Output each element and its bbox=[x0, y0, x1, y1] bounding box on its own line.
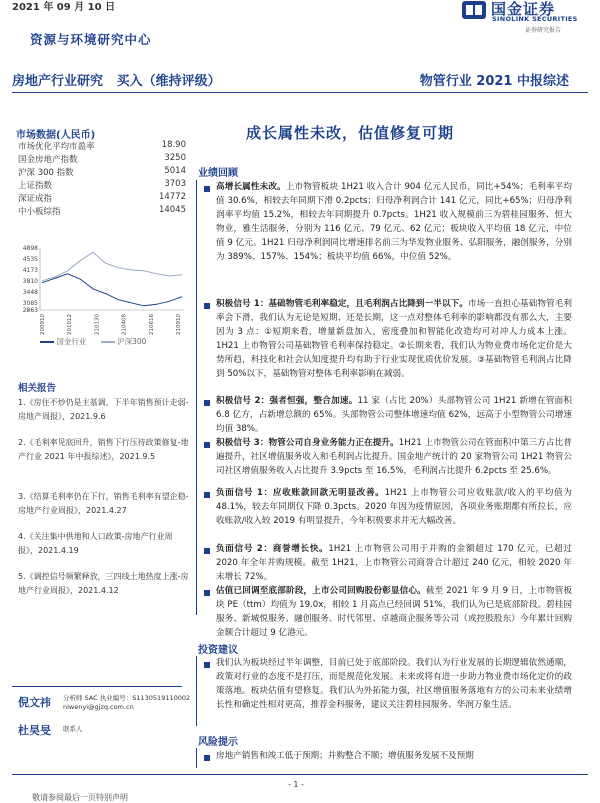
section-rule-investment bbox=[196, 656, 197, 726]
paragraph-positive-3: 积极信号 3：物管公司自身业务能力正在提升。1H21 上市物管公司在管面积中第三方占比普遍提升，社区增值服务收入和毛利润占比提升。国金地产统计的 20 家物管公司 1H21 物管公司社区增值服务收入占比提升 3.9pcts 至 16.5%，毛利润占比提升 6.2pcts 至 25.6%。 bbox=[216, 438, 572, 476]
report-date: 2021 年 09 月 10 日 bbox=[12, 2, 116, 13]
logo-name-en: SINOLINK SECURITIES bbox=[492, 15, 578, 23]
contact-name: 杜昊旻 bbox=[18, 724, 51, 737]
chart-legend bbox=[40, 336, 146, 347]
analyst-sac-id: 分析师 SAC 执业编号：S1130519110002 bbox=[63, 694, 191, 702]
header-divider bbox=[12, 92, 588, 93]
section-rule-risk bbox=[196, 748, 197, 768]
market-data-row: 中小板综指 14045 bbox=[18, 205, 186, 217]
related-report-item[interactable]: 1.《房住不炒仍是主基调，下半年销售预计走弱-房地产周报》，2021.9.6 bbox=[18, 398, 189, 421]
related-report-item[interactable]: 3.《结算毛利率仍在下行，销售毛利率有望企稳-房地产行业周报》，2021.4.27 bbox=[18, 492, 189, 515]
market-data-row: 国金房地产指数 3250 bbox=[18, 153, 186, 165]
footer-divider bbox=[12, 774, 588, 775]
bullet-icon bbox=[204, 400, 210, 406]
section-heading-risk: 风险提示 bbox=[198, 737, 238, 748]
report-subject: 物管行业 2021 中报综述 bbox=[419, 74, 569, 89]
index-trend-chart bbox=[14, 240, 190, 336]
paragraph-valuation: 估值已回调至底部阶段，上市公司回购股份彰显信心。截至 2021 年 9 月 9 日，上市物管板块 PE（ttm）均值为 19.0x，相较 1 月高点已经回调 51%，我们认为已是底部阶段。碧桂园服务、新城悦服务、融创服务、时代邻里、卓越商企服务等公司（或控股股东）今年累计回购金额合计超过 9 亿港元。 bbox=[216, 586, 572, 638]
analyst-divider bbox=[12, 686, 182, 687]
bullet-icon bbox=[204, 442, 210, 448]
bullet-icon bbox=[204, 303, 210, 309]
analyst-name: 倪文祎 bbox=[18, 696, 51, 709]
bullet-icon bbox=[204, 590, 210, 596]
related-report-item[interactable]: 2.《毛利率见底回升，销售下行压待政策修复-地产行业 2021 年中报综述》，2021.9.5 bbox=[18, 438, 189, 461]
report-type-rating bbox=[12, 70, 221, 89]
related-report-item[interactable]: 4.《关注集中供地和人口政策-房地产行业周报》，2021.4.19 bbox=[18, 532, 173, 555]
legend-label-hs300: 沪深300 bbox=[117, 337, 147, 346]
section-rule-review bbox=[196, 180, 197, 615]
y-tick-label: 4535 bbox=[22, 256, 38, 264]
paragraph-negative-2: 负面信号 2：商誉增长快。1H21 上市物管公司用于并购的金额超过 170 亿元，已超过 2020 年全年并购规模。截至 1H21，上市物管公司商誉合计超过 240 亿元，相较 2020 年末增长 72%。 bbox=[216, 544, 572, 582]
section-heading-investment: 投资建议 bbox=[198, 645, 238, 656]
legend-swatch-hs300 bbox=[101, 341, 115, 343]
market-data-row: 沪深 300 指数 5014 bbox=[18, 166, 186, 178]
market-data-row: 上证指数 3703 bbox=[18, 179, 186, 191]
bullet-icon bbox=[204, 548, 210, 554]
y-tick-label: 3085 bbox=[22, 300, 38, 308]
section-heading-review: 业绩回顾 bbox=[198, 168, 238, 179]
contact-label: 联系人 bbox=[63, 725, 83, 733]
paragraph-growth: 高增长属性未改。上市物管板块 1H21 收入合计 904 亿元人民币，同比+54%；毛利率平均值 30.6%，相较去年同期下滑 0.2pcts；归母净利润合计 141 亿元，同比+65%；归母净利润率平均值 15.2%，相较去年同期提升 0.7pcts。1H21 收入规模前三为碧桂园服务、恒大物业，雅生活服务，分别为 116 亿元、79 亿元、62 亿元；板块收入平均值 18 亿元，中位值 9 亿元。1H21 归母净利润同比增速排名前三为华发物业服务、弘阳服务，融创服务，分别为 389%、157%、154%；板块平均值 66%，中位值 52%。 bbox=[216, 182, 572, 262]
market-data-row: 市场优化平均市盈率 18.90 bbox=[18, 140, 186, 152]
page-number: - 1 - bbox=[288, 780, 304, 789]
x-tick-label: 201012 bbox=[67, 314, 74, 335]
x-tick-label: 200910 bbox=[40, 314, 46, 335]
rating: 买入（维持评级） bbox=[116, 74, 221, 89]
paragraph-positive-1: 积极信号 1：基础物管毛利率稳定，且毛利润占比降到一半以下。市场一直担心基础物管毛利率会下滑，我们认为无论是短期、还是长期，这一点对整体毛利率的影响都没有那么大，主要因为 3 点：①短期来看，增量新盘加入，密度叠加和智能化改造均可对冲人力成本上涨。1H21 上市物管公司基础物管毛利率保持稳定。②长期来看，我们认为物业费市场化定价是大势所趋，科技化和社会认知度提升均有助于行业实现优质优价发展。③基础物管毛利润占比降到 50%以下，基础物管对整体毛利率影响在减弱。 bbox=[216, 299, 572, 379]
sinolink-logo-icon bbox=[461, 0, 487, 20]
footer-disclaimer: 敬请参阅最后一页特别声明 bbox=[32, 793, 128, 802]
analyst-info bbox=[63, 694, 190, 712]
market-data-row: 深证成指 14772 bbox=[18, 192, 186, 204]
x-tick-label: 210408 bbox=[121, 314, 128, 335]
paragraph-positive-2: 积极信号 2：强者恒强，整合加速。11 家（占比 20%）头部物管公司 1H21 新增在管面积 6.8 亿方，占新增总额的 65%。头部物管公司整体增速均值 62%，远高于小型物管公司增速均值 38%。 bbox=[216, 396, 572, 434]
y-tick-label: 2863 bbox=[22, 307, 38, 314]
bullet-icon bbox=[204, 492, 210, 498]
report-type: 房地产行业研究 bbox=[12, 74, 104, 89]
report-title: 成长属性未改，估值修复可期 bbox=[246, 124, 455, 142]
y-tick-label: 4898 bbox=[22, 245, 38, 252]
logo-name-cn: 国金证券 bbox=[491, 0, 556, 18]
y-tick-label: 3448 bbox=[22, 289, 38, 297]
x-tick-label: 210616 bbox=[148, 314, 155, 335]
bullet-icon bbox=[204, 755, 210, 761]
market-data-title: 市场数据(人民币) bbox=[16, 130, 96, 141]
x-tick-label: 210910 bbox=[176, 314, 182, 335]
paragraph-risk: 房地产销售和竣工低于预期；并购整合不顺；增值服务发展不及预期 bbox=[216, 751, 474, 761]
paragraph-investment: 我们认为板块经过半年调整，目前已处于底部阶段。我们认为行业发展的长期逻辑依然通顺，政策对行业的态度不是打压，而是规范化发展。未来或将有进一步助力物业费市场化定价的政策落地。板块估值有望修复。我们认为外拓能力强，社区增值服务落地有方的公司未来业绩增长性和确定性相对更高，推荐金科服务，建议关注碧桂园服务、华润万象生活。 bbox=[216, 658, 572, 710]
y-tick-label: 4173 bbox=[22, 267, 38, 275]
related-report-item[interactable]: 5.《调控信号频繁释放，三四线土地热度上涨-房地产行业周报》，2021.4.12 bbox=[18, 572, 189, 595]
y-tick-label: 3810 bbox=[22, 278, 38, 286]
legend-swatch-industry bbox=[40, 341, 54, 343]
logo-tagline: 证券研究报告 bbox=[525, 27, 562, 34]
bullet-icon bbox=[204, 186, 210, 192]
research-department: 资源与环境研究中心 bbox=[30, 32, 152, 47]
legend-label-industry: 国金行业 bbox=[56, 337, 87, 346]
series-line bbox=[42, 274, 182, 306]
analyst-email[interactable]: niwenyi@gjzq.com.cn bbox=[63, 703, 134, 711]
series-line bbox=[42, 252, 182, 281]
related-reports-title: 相关报告 bbox=[18, 383, 57, 394]
bullet-icon bbox=[204, 662, 210, 668]
paragraph-negative-1: 负面信号 1：应收账款回款无明显改善。1H21 上市物管公司应收账款/收入的平均值为 48.1%，较去年同期仅下降 0.3pcts。2020 年因为疫情原因，各项业务账期都有所拉长，应收账款/收入较 2019 有明显提升，今年积极要求并无大幅改善。 bbox=[216, 488, 572, 526]
x-tick-label: 210130 bbox=[94, 314, 101, 335]
